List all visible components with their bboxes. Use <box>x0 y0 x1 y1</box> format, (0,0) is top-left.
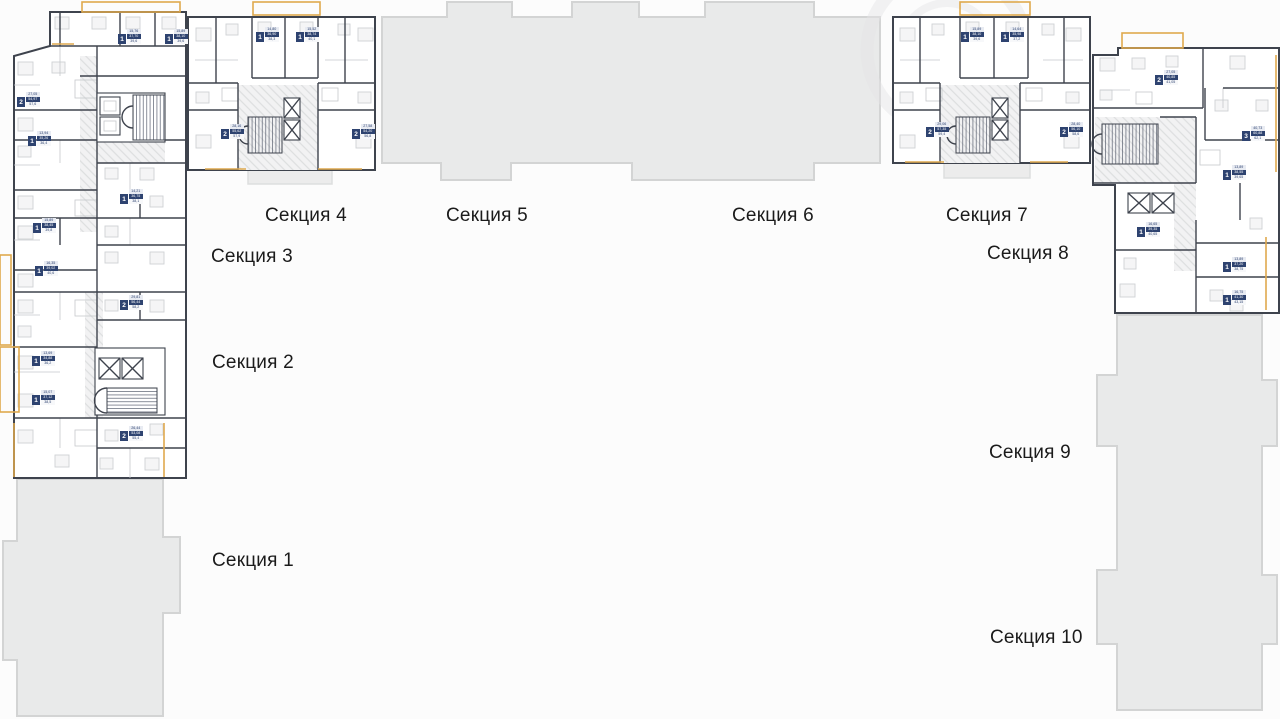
apartment-areas: 13,89 37,20 38,75 <box>1232 257 1247 272</box>
apartment-tag[interactable] <box>352 124 375 139</box>
apartment-rooms-badge: 1 <box>28 136 36 146</box>
apartment-areas: 14,21 36,75 38,1 <box>129 189 144 204</box>
apartment-areas: 15,89 38,45 39,8 <box>42 218 57 233</box>
apartment-areas: 15,07 37,12 38,5 <box>41 390 56 405</box>
apartment-rooms-badge: 1 <box>961 32 969 42</box>
apartment-rooms-badge: 2 <box>17 97 25 107</box>
section-label-4[interactable]: Секция 4 <box>265 205 347 226</box>
apartment-tag[interactable] <box>221 124 244 139</box>
apartment-areas: 15,76 37,70 39,6 <box>127 29 142 44</box>
apartment-tag[interactable] <box>1223 290 1246 305</box>
apartment-rooms-badge: 1 <box>33 223 41 233</box>
apartment-tag[interactable] <box>1137 222 1160 237</box>
section-label-6[interactable]: Секция 6 <box>732 205 814 226</box>
apartment-areas: 27,58 54,20 56,8 <box>361 124 376 139</box>
apartment-areas: 26,44 53,08 55,4 <box>129 426 144 441</box>
apartment-areas: 16,35 39,02 40,6 <box>44 261 59 276</box>
apartment-areas: 14,80 36,90 38,3 <box>265 27 280 42</box>
apartment-tag[interactable] <box>17 92 40 107</box>
section-label-10[interactable]: Секция 10 <box>990 627 1083 648</box>
apartment-rooms-badge: 1 <box>296 32 304 42</box>
apartment-tag[interactable] <box>120 295 143 310</box>
apartment-rooms-badge: 1 <box>120 194 128 204</box>
apartment-tag[interactable] <box>118 29 141 44</box>
section-label-7[interactable]: Секция 7 <box>946 205 1028 226</box>
apartment-tag[interactable] <box>33 218 56 233</box>
apartment-areas: 28,16 55,62 57,9 <box>230 124 245 139</box>
section-label-2[interactable]: Секция 2 <box>212 352 294 373</box>
apartment-areas: 29,06 57,35 59,4 <box>935 122 950 137</box>
apartment-tag[interactable] <box>926 122 949 137</box>
apartment-tag[interactable] <box>35 261 58 276</box>
apartment-rooms-badge: 1 <box>32 356 40 366</box>
apartment-rooms-badge: 2 <box>926 127 934 137</box>
apartment-areas: 15,89 38,10 39,6 <box>174 29 189 44</box>
apartment-tag[interactable] <box>256 27 279 42</box>
apartment-rooms-badge: 1 <box>32 395 40 405</box>
apartment-rooms-badge: 2 <box>120 431 128 441</box>
apartment-areas: 28,40 56,10 58,6 <box>1069 122 1084 137</box>
section-label-5[interactable]: Секция 5 <box>446 205 528 226</box>
apartment-areas: 40,73 60,88 62,1 <box>1251 126 1266 141</box>
apartment-areas: 13,89 38,55 39,65 <box>1232 165 1247 180</box>
apartment-areas: 16,75 41,30 43,15 <box>1232 290 1247 305</box>
apartment-rooms-badge: 2 <box>221 129 229 139</box>
apartment-areas: 14,64 35,98 37,2 <box>1010 27 1025 42</box>
apartment-tag[interactable] <box>961 27 984 42</box>
apartment-tag[interactable] <box>1060 122 1083 137</box>
apartment-tag[interactable] <box>1001 27 1024 42</box>
section-label-9[interactable]: Секция 9 <box>989 442 1071 463</box>
apartment-tag[interactable] <box>32 351 55 366</box>
apartment-areas: 27,05 54,97 57,6 <box>26 92 41 107</box>
apartment-rooms-badge: 2 <box>120 300 128 310</box>
apartment-rooms-badge: 1 <box>1223 295 1231 305</box>
apartment-tag[interactable] <box>165 29 188 44</box>
apartment-rooms-badge: 1 <box>165 34 173 44</box>
apartment-areas: 29,81 56,44 58,2 <box>129 295 144 310</box>
apartment-tag[interactable] <box>1223 257 1246 272</box>
apartment-areas: 16,65 39,35 40,65 <box>1146 222 1161 237</box>
apartment-areas: 27,05 40,85 41,05 <box>1164 70 1179 85</box>
apartment-tag[interactable] <box>32 390 55 405</box>
apartment-tag[interactable] <box>1223 165 1246 180</box>
apartment-tag[interactable] <box>1155 70 1178 85</box>
apartment-areas: 15,89 38,10 39,6 <box>970 27 985 42</box>
apartment-rooms-badge: 1 <box>1001 32 1009 42</box>
apartment-rooms-badge: 1 <box>118 34 126 44</box>
section-label-1[interactable]: Секция 1 <box>212 550 294 571</box>
apartment-rooms-badge: 2 <box>352 129 360 139</box>
apartment-rooms-badge: 1 <box>256 32 264 42</box>
apartment-areas: 15,52 38,74 40,1 <box>305 27 320 42</box>
apartment-tag[interactable] <box>120 189 143 204</box>
apartment-tag[interactable] <box>28 131 51 146</box>
apartment-areas: 13,94 35,26 36,4 <box>37 131 52 146</box>
apartment-tag[interactable] <box>120 426 143 441</box>
apartment-rooms-badge: 2 <box>1155 75 1163 85</box>
apartment-tag[interactable] <box>296 27 319 42</box>
apartment-rooms-badge: 3 <box>1242 131 1250 141</box>
apartment-rooms-badge: 1 <box>35 266 43 276</box>
apartment-tag[interactable] <box>1242 126 1265 141</box>
apartment-rooms-badge: 1 <box>1223 262 1231 272</box>
apartment-areas: 13,69 34,88 36,2 <box>41 351 56 366</box>
apartment-rooms-badge: 2 <box>1060 127 1068 137</box>
section-label-8[interactable]: Секция 8 <box>987 243 1069 264</box>
apartment-rooms-badge: 1 <box>1137 227 1145 237</box>
section-label-3[interactable]: Секция 3 <box>211 246 293 267</box>
apartment-rooms-badge: 1 <box>1223 170 1231 180</box>
